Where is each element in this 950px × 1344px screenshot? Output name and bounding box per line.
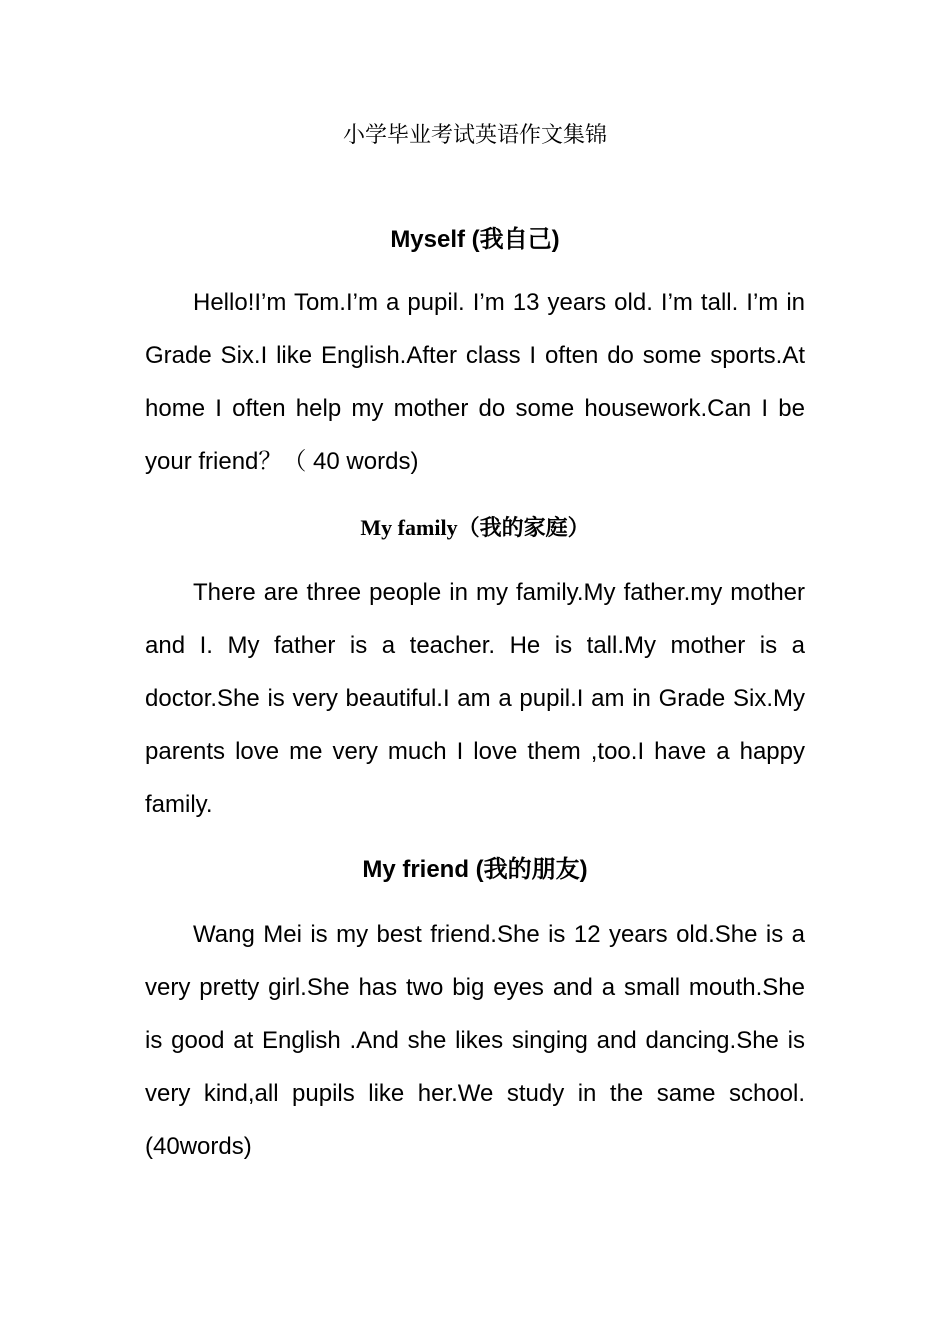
section-heading-myself: Myself (我自己) [390,226,560,253]
section-body-myself: Hello!I’m Tom.I’m a pupil. I’m 13 years old. I’m tall. I’m in Grade Six.I like English.After class I often do some sports.At home I often help my mother do some housework.Can I be your friend？（ 40 words) [145,289,805,475]
section-heading-my-family: My family（我的家庭） [360,515,590,540]
section-body-my-friend: Wang Mei is my best friend.She is 12 years old.She is a very pretty girl.She has two big eyes and a small mouth.She is good at English .And she likes singing and dancing.She is very kind,all pupils like her.We study in the same school.(40words) [145,921,805,1160]
section-body-my-family: There are three people in my family.My father.my mother and I. My father is a teacher. He is tall.My mother is a doctor.She is very beautiful.I am a pupil.I am in Grade Six.My parents love me very much I love them ,too.I have a happy family. [145,579,805,818]
section-heading-my-friend: My friend (我的朋友) [362,856,588,883]
document-title: 小学毕业考试英语作文集锦 [342,123,607,148]
